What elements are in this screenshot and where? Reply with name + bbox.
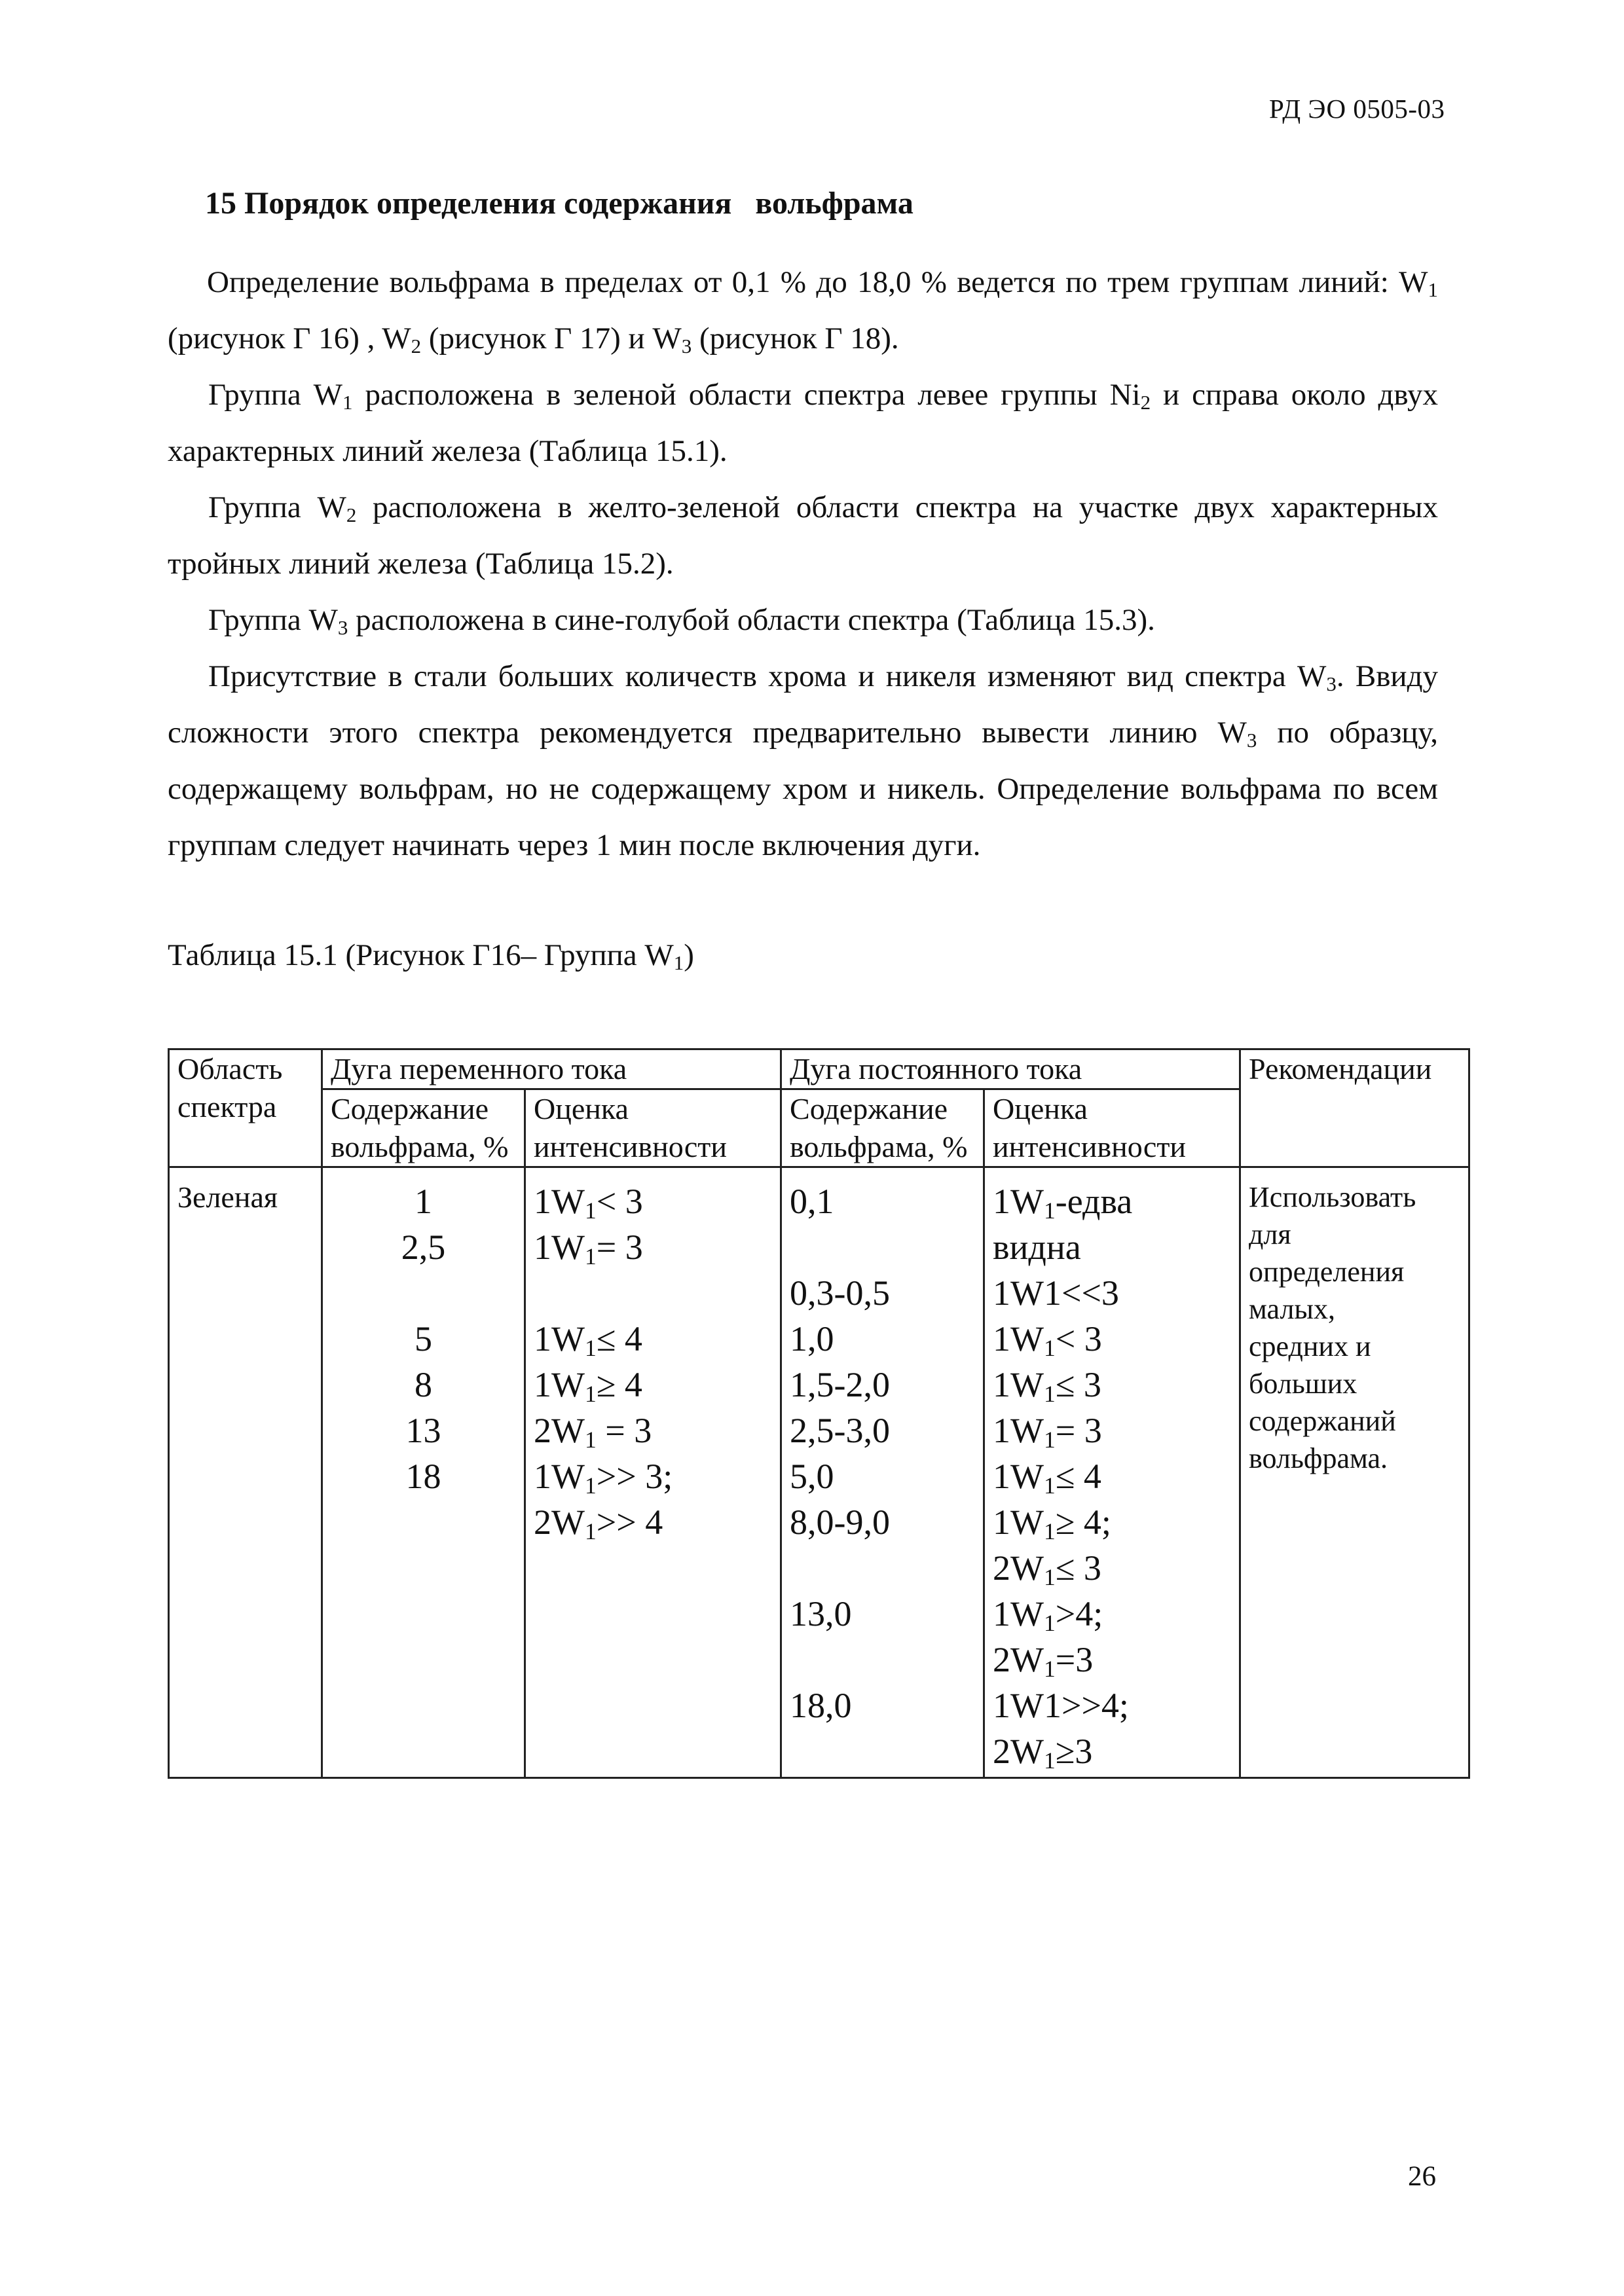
formula-subscript: 1 (1043, 1334, 1056, 1361)
formula-subscript: 1 (1043, 1472, 1056, 1499)
paragraph-4 (168, 592, 1438, 648)
intensity-value (993, 1545, 1231, 1591)
recommendation-line: определения (1249, 1256, 1405, 1288)
recommendation-line: средних и (1249, 1330, 1371, 1362)
header-ac-arc: Дуга переменного тока (322, 1049, 781, 1089)
text-run: расположена в сине-голубой области спектра (Таблица 15.3). (348, 603, 1155, 637)
formula-rest: = 3 (596, 1228, 643, 1267)
cell-value (790, 1545, 975, 1591)
subscript: 3 (1246, 728, 1257, 752)
paragraph-5 (168, 648, 1438, 873)
intensity-value (534, 1408, 772, 1453)
formula-subscript: 1 (1043, 1426, 1056, 1453)
cell-value: 18 (405, 1457, 441, 1496)
cell-value: 2,5-3,0 (790, 1411, 890, 1450)
formula-main: 1W (534, 1182, 585, 1221)
text-run: Группа W (208, 378, 343, 412)
text-run: расположена в желто-зеленой области спектра на участке двух характерных тройных линий железа (Таблица 15.2). (168, 490, 1438, 581)
section-heading: 15 Порядок определения содержания вольфрама (205, 186, 913, 221)
cell-value (790, 1728, 975, 1774)
formula-main: 2W (993, 1548, 1044, 1588)
text-run: (рисунок Г 16) , W (168, 321, 411, 355)
formula-subscript: 1 (1043, 1563, 1056, 1590)
formula-main: видна (993, 1228, 1081, 1267)
formula-rest: = 3 (596, 1411, 652, 1450)
table-caption (168, 938, 694, 973)
formula-main: 2W (993, 1732, 1044, 1771)
formula-main: 2W (534, 1411, 585, 1450)
formula-main: 2W (993, 1640, 1044, 1679)
dc-content-cell (781, 1167, 984, 1778)
formula-subscript: 1 (584, 1472, 597, 1499)
formula-rest: =3 (1055, 1640, 1094, 1679)
text-run: расположена в зеленой области спектра левее группы Ni (352, 378, 1141, 412)
text-run: (рисунок Г 18). (692, 321, 899, 355)
cell-value (331, 1270, 516, 1316)
formula-main: 1W (534, 1365, 585, 1404)
page-number: 26 (1408, 2161, 1436, 2192)
formula-subscript: 1 (1043, 1197, 1056, 1224)
cell-value: 0,1 (790, 1182, 834, 1221)
cell-value: 8,0-9,0 (790, 1503, 890, 1542)
intensity-value (534, 1453, 772, 1499)
intensity-value (993, 1728, 1231, 1774)
formula-subscript: 1 (584, 1243, 597, 1269)
text-run: Определение вольфрама в пределах от 0,1 % до 18,0 % ведется по трем группам линий: W (207, 265, 1428, 299)
formula-subscript: 1 (1043, 1747, 1056, 1774)
formula-rest: -едва (1055, 1182, 1133, 1221)
formula-subscript: 1 (584, 1334, 597, 1361)
recommendations-cell (1240, 1167, 1469, 1778)
formula-rest: < 3 (1055, 1319, 1102, 1358)
header-region: Область спектра (169, 1049, 322, 1167)
formula-rest: ≥ 4 (596, 1365, 642, 1404)
formula-main: 1W (534, 1319, 585, 1358)
subscript: 2 (346, 503, 357, 526)
header-recommendations: Рекомендации (1240, 1049, 1469, 1167)
header-dc-intensity: Оценка интенсивности (984, 1089, 1240, 1167)
formula-subscript: 1 (584, 1426, 597, 1453)
formula-rest: >> 4 (596, 1503, 663, 1542)
intensity-value (534, 1499, 772, 1545)
subscript: 2 (411, 334, 422, 357)
cell-value: 18,0 (790, 1686, 852, 1725)
paragraph-2 (168, 367, 1438, 479)
formula-subscript: 1 (1043, 1518, 1056, 1544)
intensity-value (993, 1224, 1231, 1270)
recommendation-line: Использовать (1249, 1181, 1416, 1213)
recommendation-line: вольфрама. (1249, 1442, 1388, 1474)
subscript: 3 (337, 615, 348, 639)
text-run: . Ввиду сложности этого спектра рекомендуется предварительно вывести линию W (168, 659, 1438, 750)
formula-main: 1W1>>4; (993, 1686, 1129, 1725)
formula-main: 1W (993, 1503, 1044, 1542)
subscript: 1 (1428, 278, 1438, 301)
formula-subscript: 1 (584, 1518, 597, 1544)
formula-main: 1W (993, 1594, 1044, 1633)
header-ac-content: Содержание вольфрама, % (322, 1089, 525, 1167)
formula-rest: ≥3 (1055, 1732, 1093, 1771)
cell-value: 2,5 (401, 1228, 446, 1267)
intensity-value (534, 1178, 772, 1224)
cell-value: 5 (415, 1319, 432, 1358)
intensity-value (534, 1316, 772, 1362)
subscript: 1 (342, 390, 353, 414)
intensity-value (534, 1224, 772, 1270)
intensity-value (993, 1453, 1231, 1499)
cell-value: 1,5-2,0 (790, 1365, 890, 1404)
formula-rest: < 3 (596, 1182, 643, 1221)
formula-rest: ≤ 4 (1055, 1457, 1101, 1496)
tungsten-table (168, 1048, 1470, 1779)
intensity-value (993, 1316, 1231, 1362)
intensity-value (993, 1270, 1231, 1316)
intensity-value (993, 1499, 1231, 1545)
formula-rest: ≤ 3 (1055, 1365, 1101, 1404)
recommendation-line: для (1249, 1218, 1291, 1250)
formula-rest: ≥ 4; (1055, 1503, 1111, 1542)
formula-main: 1W (993, 1365, 1044, 1404)
formula-rest: >4; (1055, 1594, 1103, 1633)
formula-main: 1W (534, 1457, 585, 1496)
ac-intensity-cell (525, 1167, 781, 1778)
intensity-value (534, 1270, 772, 1316)
recommendation-line: больших (1249, 1368, 1357, 1400)
intensity-value (993, 1637, 1231, 1683)
formula-main: 1W (993, 1319, 1044, 1358)
cell-value: 1,0 (790, 1319, 834, 1358)
formula-main: 1W (534, 1228, 585, 1267)
cell-value: 0,3-0,5 (790, 1273, 890, 1313)
cell-value: 5,0 (790, 1457, 834, 1496)
text-run: Группа W (208, 603, 338, 637)
subscript: 1 (673, 951, 684, 974)
dc-intensity-cell (984, 1167, 1240, 1778)
subscript: 3 (681, 334, 692, 357)
paragraph-1 (168, 254, 1438, 367)
formula-rest: ≤ 4 (596, 1319, 642, 1358)
region-cell (169, 1167, 322, 1778)
document-code: РД ЭО 0505-03 (1269, 94, 1445, 124)
intensity-value (993, 1178, 1231, 1224)
formula-main: 1W (993, 1411, 1044, 1450)
intensity-value (993, 1683, 1231, 1728)
paragraph-3 (168, 479, 1438, 592)
intensity-value (993, 1591, 1231, 1637)
formula-subscript: 1 (1043, 1655, 1056, 1682)
formula-main: 1W (993, 1182, 1044, 1221)
cell-value (790, 1224, 975, 1270)
formula-subscript: 1 (584, 1380, 597, 1407)
formula-main: 1W1<<3 (993, 1273, 1119, 1313)
formula-rest: = 3 (1055, 1411, 1102, 1450)
intensity-value (993, 1362, 1231, 1408)
header-ac-intensity: Оценка интенсивности (525, 1089, 781, 1167)
caption-text: ) (684, 938, 694, 972)
formula-main: 1W (993, 1457, 1044, 1496)
cell-value (790, 1637, 975, 1683)
recommendation-line: малых, (1249, 1293, 1335, 1325)
formula-rest: ≤ 3 (1055, 1548, 1101, 1588)
ac-content-cell (322, 1167, 525, 1778)
formula-subscript: 1 (1043, 1380, 1056, 1407)
cell-value: 1 (415, 1182, 432, 1221)
formula-subscript: 1 (584, 1197, 597, 1224)
body-text (168, 254, 1438, 873)
intensity-value (993, 1408, 1231, 1453)
cell-value: 13 (405, 1411, 441, 1450)
caption-text: Таблица 15.1 (Рисунок Г16– Группа W (168, 938, 674, 972)
formula-subscript: 1 (1043, 1609, 1056, 1636)
subscript: 3 (1326, 672, 1337, 695)
intensity-value (534, 1362, 772, 1408)
subscript: 2 (1140, 390, 1151, 414)
region-value: Зеленая (177, 1180, 278, 1214)
text-run: (рисунок Г 17) и W (421, 321, 682, 355)
cell-value: 8 (415, 1365, 432, 1404)
formula-rest: >> 3; (596, 1457, 673, 1496)
header-dc-content: Содержание вольфрама, % (781, 1089, 984, 1167)
recommendation-line: содержаний (1249, 1405, 1396, 1437)
formula-main: 2W (534, 1503, 585, 1542)
table-row (169, 1167, 1469, 1778)
text-run: и справа около двух характерных линий железа (Таблица 15.1). (168, 378, 1439, 468)
text-run: по образцу, содержащему вольфрам, но не содержащему хром и никель. Определение вольфрама по всем группам следует начинать через 1 мин после включения дуги. (168, 716, 1438, 862)
header-dc-arc: Дуга постоянного тока (781, 1049, 1240, 1089)
text-run: Группа W (208, 490, 346, 524)
text-run: Присутствие в стали больших количеств хрома и никеля изменяют вид спектра W (208, 659, 1327, 693)
cell-value: 13,0 (790, 1594, 852, 1633)
